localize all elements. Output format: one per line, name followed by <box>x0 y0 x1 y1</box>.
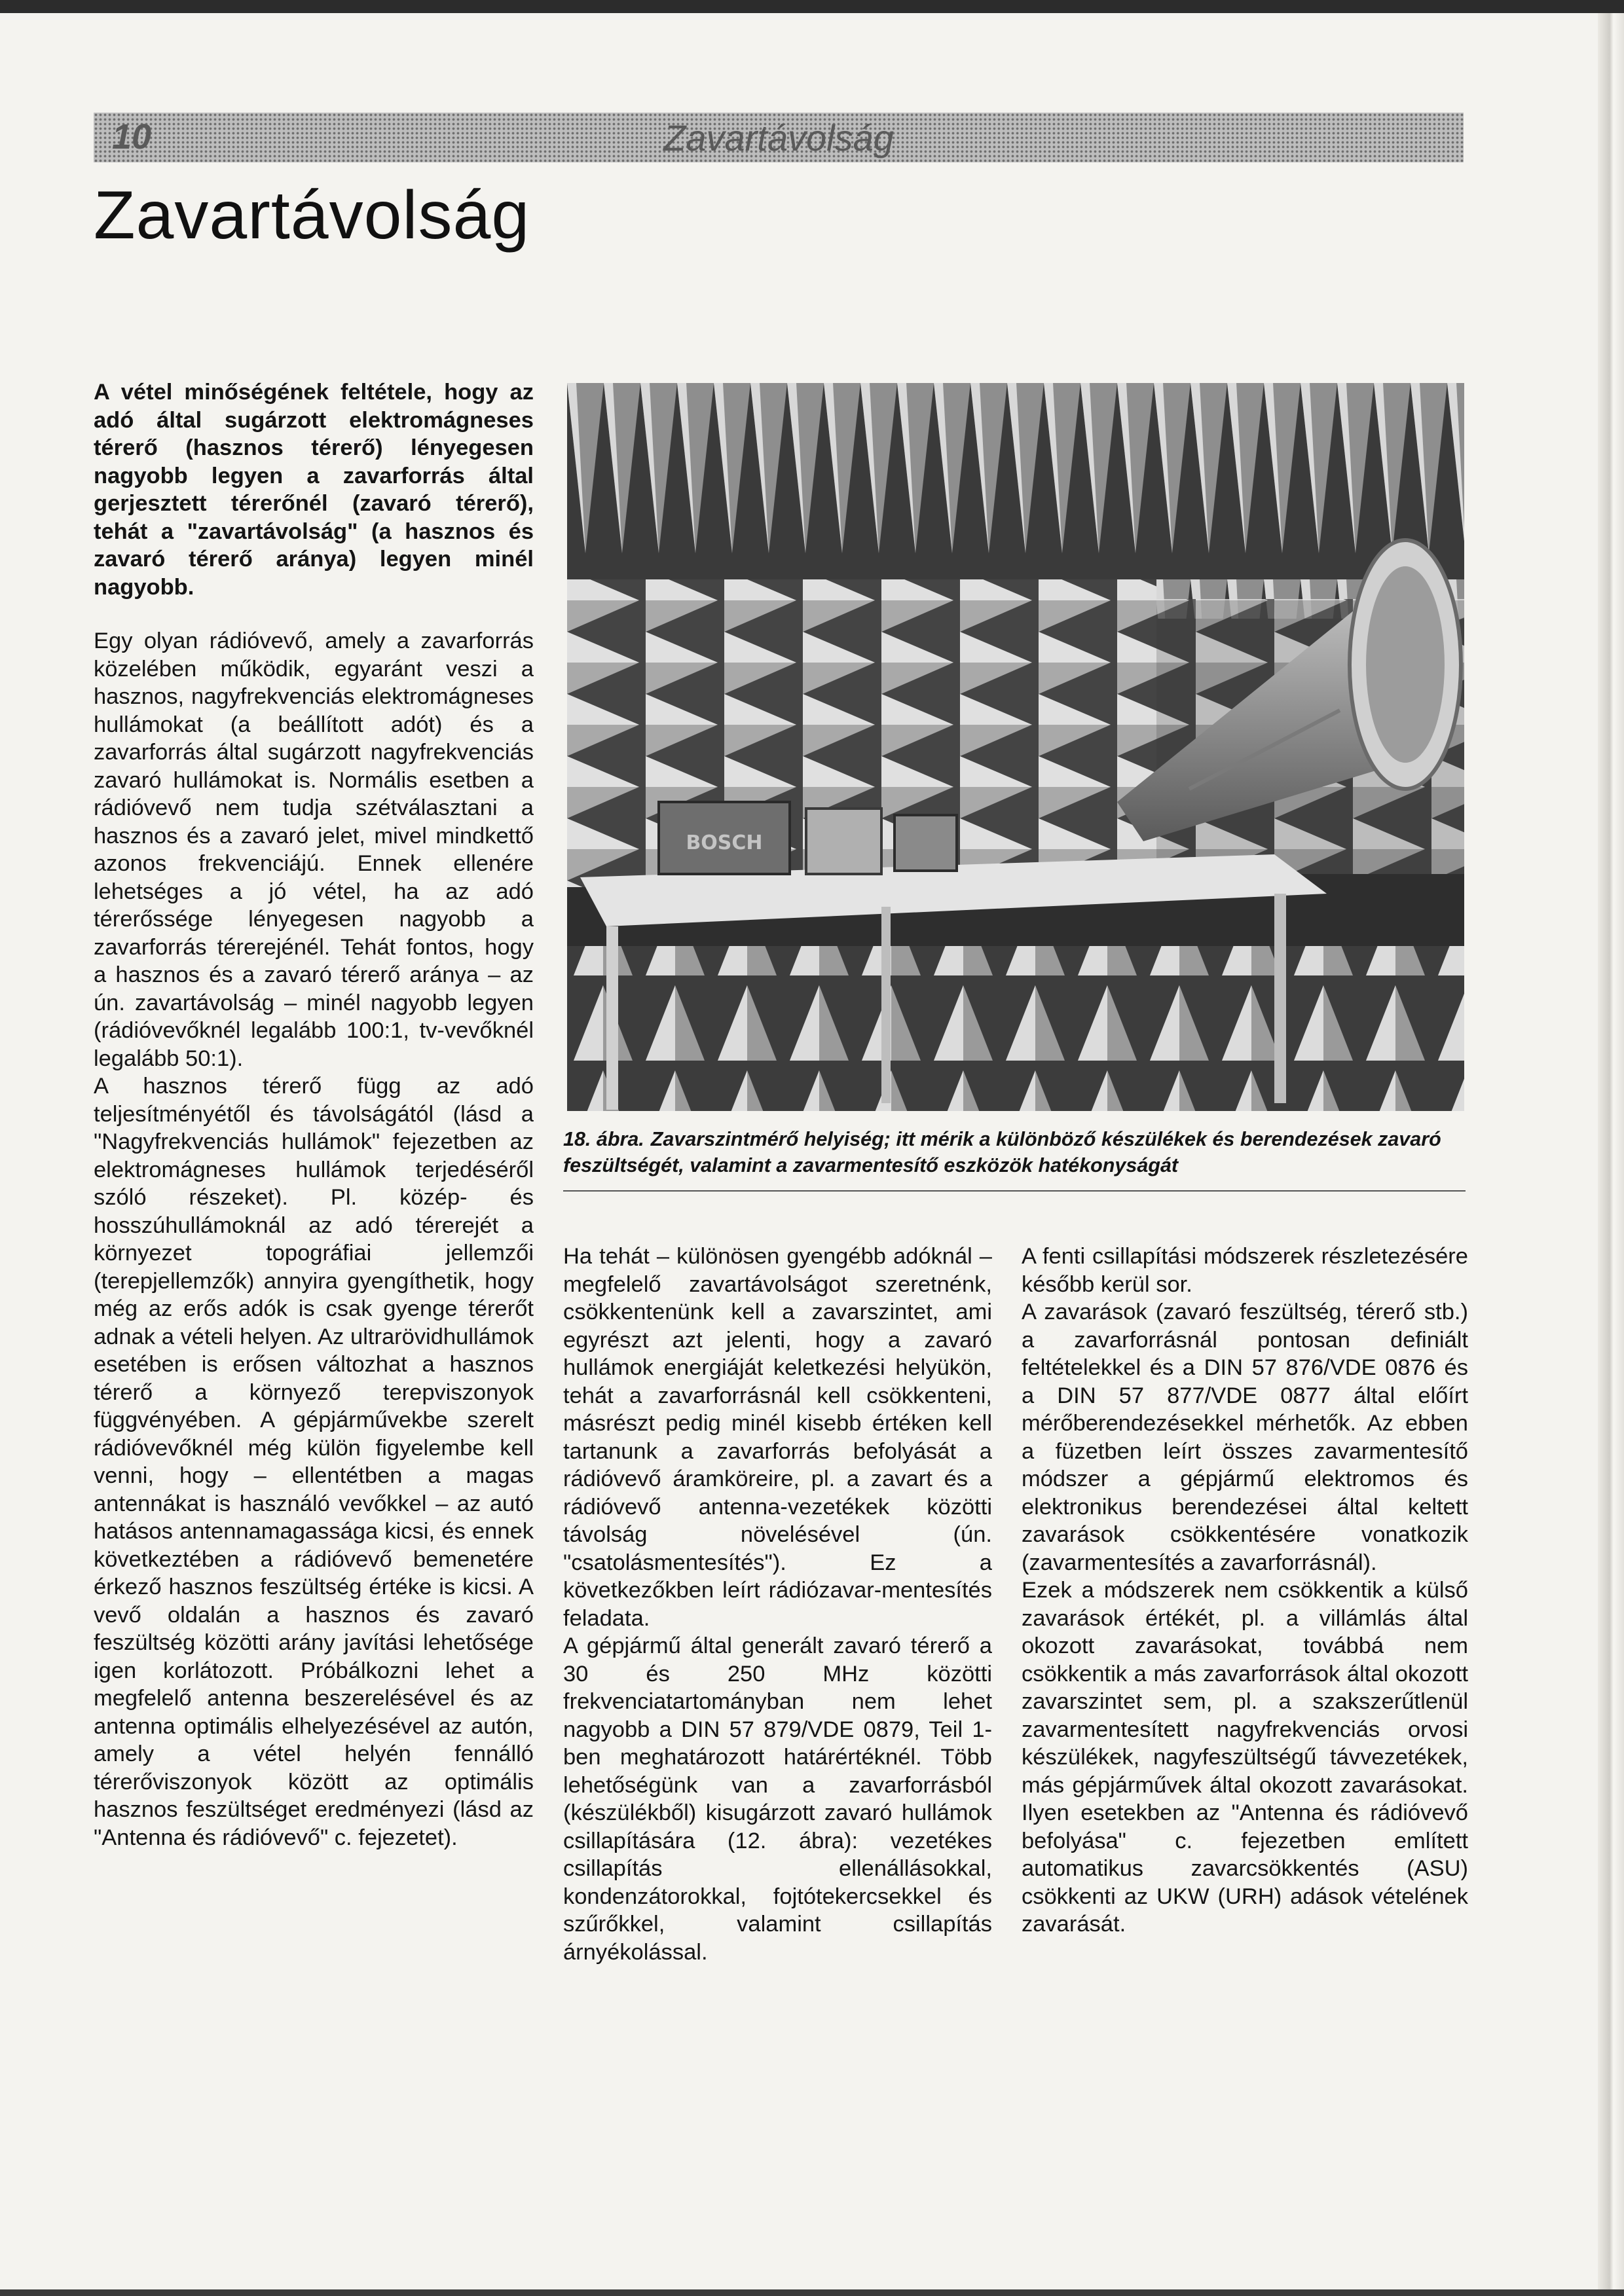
figure-photo <box>567 383 1464 1111</box>
left-column <box>94 378 534 1851</box>
body-paragraph: A zavarások (zavaró feszültség, térerő stb.) a zavarforrásnál pontosan definiált feltételekkel és a DIN 57 876/VDE 0876 és a DIN 57 877/VDE 0877 által előírt mérőberendezésekkel mérhetők. Az ebben a füzetben leírt összes zavarmentesítő módszer a gépjármű elektromos és elektronikus berendezései által keltett zavarások csökkentésére vonatkozik (zavarmentesítés a zavarforrásnál). <box>1022 1300 1468 1575</box>
page-number: 10 <box>112 117 152 156</box>
figure-label: 18. ábra. <box>563 1128 644 1150</box>
running-header <box>94 113 1464 162</box>
figure-caption <box>563 1126 1467 1178</box>
running-title: Zavartávolság <box>663 117 894 158</box>
figure-caption-text: Zavarszintmérő helyiség; itt mérik a különböző készülékek és berendezések zavaró feszültségét, valamint a zavarmentesítő eszközök hatékonyságát <box>563 1128 1441 1176</box>
body-paragraph: A fenti csillapítási módszerek részletezésére később kerül sor. <box>1022 1244 1468 1297</box>
body-paragraph: A gépjármű által generált zavaró térerő a 30 és 250 MHz közötti frekvenciatartományban nem lehet nagyobb a DIN 57 879/VDE 0879, Teil 1-ben meghatározott határértéknél. Több lehetőségünk van a zavarforrásból (készülékből) kisugárzott zavaró hullámok csillapítására (12. ábra): vezetékes csillapítás ellenállásokkal, kondenzátorokkal, fojtótekercsekkel és szűrőkkel, valamint csillapítás árnyékolással. <box>563 1633 992 1965</box>
middle-column <box>563 1243 992 1966</box>
body-paragraph: Ezek a módszerek nem csökkentik a külső zavarások értékét, pl. a villámlás által okozott zavarásokat, továbbá nem csökkentik a más zavarforrások által okozott zavarszintet sem, pl. a szakszerűtlenül zavarmentesített nagyfrekvenciás orvosi készülékek, nagyfeszültségű távvezetékek, más gépjárművek által okozott zavarásokat. Ilyen esetekben az "Antenna és rádióvevő befolyása" c. fejezetben említett automatikus zavarcsökkentés (ASU) csökkenti az UKW (URH) adások vételének zavarását. <box>1022 1578 1468 1937</box>
device-label: BOSCH <box>686 831 763 854</box>
body-paragraph: Egy olyan rádióvevő, amely a zavarforrás közelében működik, egyaránt veszi a hasznos, nagyfrekvenciás elektromágneses hullámokat (a beállított adót) és a zavarforrás által sugárzott nagyfrekvenciás zavaró hullámokat is. Normális esetben a rádióvevő nem tudja szétválasztani a hasznos és a zavaró jelet, mivel mindkettő azonos frekvenciájú. Ennek ellenére lehetséges a jó vétel, ha az adó térerőssége lényegesen nagyobb a zavarforrás térerejénél. Tehát fontos, hogy a hasznos és a zavaró térerő aránya – az ún. zavartávolság – minél nagyobb legyen (rádióvevőknél legalább 100:1, tv-vevőknél legalább 50:1). <box>94 629 534 1071</box>
scan-page-edge <box>1598 13 1624 2296</box>
caption-rule <box>563 1190 1466 1192</box>
scan-top-edge <box>0 0 1624 13</box>
anechoic-chamber-photo <box>567 383 1464 1111</box>
scan-bottom-edge <box>0 2289 1624 2296</box>
body-paragraph: A hasznos térerő függ az adó teljesítményétől és távolságától (lásd a "Nagyfrekvenciás hullámok" fejezetben az elektromágneses hullámok terjedéséről szóló részeket). Pl. közép- és hosszúhullámoknál az adó térerejét a környezet topográfiai jellemzői (terepjellemzők) annyira gyengíthetik, hogy még az erős adók is csak gyenge térerőt adnak a vételi helyen. Az ultrarövidhullámok esetében is erősen változhat a hasznos térerő a környező terepviszonyok függvényében. A gépjárművekbe szerelt rádióvevőknél még külön figyelembe kell venni, hogy – ellentétben a magas antennákat is használó vevőkkel – az autó hatásos antennamagassága kicsi, és ennek következtében a rádióvevő bemenetére érkező hasznos feszültség értéke is kicsi. A vevő oldalán a hasznos és zavaró feszültség közötti arány javítási lehetősége igen korlátozott. Próbálkozni lehet a megfelelő antenna beszerelésével és az antenna optimális elhelyezésével az autón, amely a vétel helyén fennálló térerőviszonyok között az optimális hasznos feszültséget eredményezi (lásd az "Antenna és rádióvevő" c. fejezetet). <box>94 1074 534 1850</box>
chapter-title: Zavartávolság <box>94 177 530 253</box>
body-paragraph: Ha tehát – különösen gyengébb adóknál – megfelelő zavartávolságot szeretnénk, csökkentenünk kell a zavarszintet, ami egyrészt azt jelenti, hogy a zavaró hullámok energiáját keletkezési helyükön, tehát a zavarforrásnál kell csökkenteni, másrészt pedig minél kisebb értéken kell tartanunk a zavarforrás befolyását a rádióvevő áramköreire, pl. a zavart és a rádióvevő antenna-vezetékek közötti távolság növelésével (ún. "csatolásmentesítés"). Ez a következőkben leírt rádiózavar-mentesítés feladata. <box>563 1244 992 1631</box>
lead-paragraph: A vétel minőségének feltétele, hogy az adó által sugárzott elektromágneses térerő (hasznos térerő) lényegesen nagyobb legyen a zavarforrás által gerjesztett térerőnél (zavaró térerő), tehát a "zavartávolság" (a hasznos és zavaró térerő aránya) legyen minél nagyobb. <box>94 380 534 600</box>
right-column <box>1022 1243 1468 1939</box>
